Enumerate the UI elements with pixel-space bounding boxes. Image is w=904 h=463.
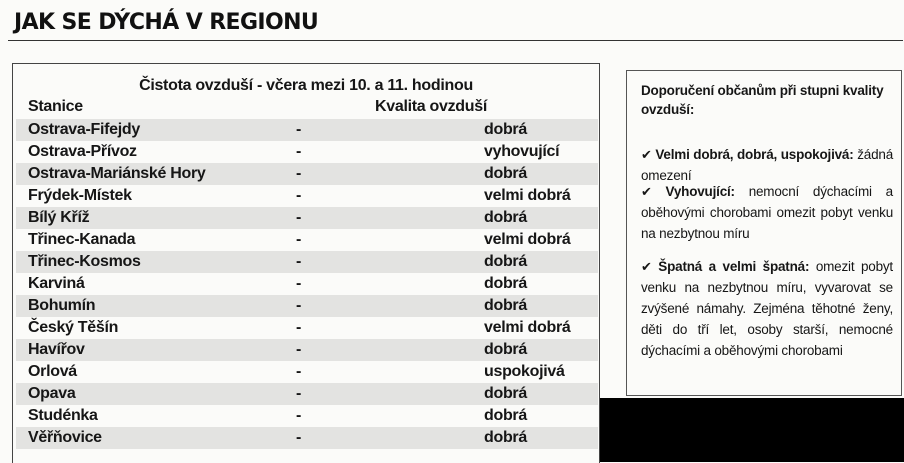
- row-dash: -: [296, 231, 302, 248]
- headline: JAK SE DÝCHÁ V REGIONU: [14, 10, 319, 35]
- station-name: Opava: [28, 385, 76, 402]
- station-name: Studénka: [28, 407, 98, 424]
- quality-value: dobrá: [484, 165, 527, 182]
- advice-item: [641, 144, 893, 186]
- table-row: [16, 229, 598, 251]
- station-name: Ostrava-Mariánské Hory: [28, 165, 206, 182]
- table-row: [16, 295, 598, 317]
- quality-value: uspokojivá: [484, 363, 565, 380]
- quality-value: velmi dobrá: [484, 319, 571, 336]
- table-row: [16, 185, 598, 207]
- quality-value: dobrá: [484, 253, 527, 270]
- row-dash: -: [296, 121, 302, 138]
- table-row: [16, 339, 598, 361]
- table-row: [16, 119, 598, 141]
- quality-value: velmi dobrá: [484, 187, 571, 204]
- quality-value: dobrá: [484, 121, 527, 138]
- quality-value: velmi dobrá: [484, 231, 571, 248]
- row-dash: -: [296, 319, 302, 336]
- table-caption: Čistota ovzduší - včera mezi 10. a 11. hodinou: [139, 77, 473, 94]
- table-body: [16, 119, 598, 449]
- table-row: [16, 251, 598, 273]
- quality-value: dobrá: [484, 297, 527, 314]
- table-row: [16, 207, 598, 229]
- advice-label: Špatná a velmi špatná:: [658, 259, 810, 274]
- station-name: Věřňovice: [28, 429, 102, 446]
- advice-title: Doporučení občanům při stupni kvality ovzduší:: [641, 83, 884, 117]
- table-row: [16, 405, 598, 427]
- row-dash: -: [296, 297, 302, 314]
- column-header-station: Stanice: [28, 98, 83, 115]
- check-icon: ✔: [641, 259, 652, 274]
- table-row: [16, 383, 598, 405]
- row-dash: -: [296, 209, 302, 226]
- row-dash: -: [296, 385, 302, 402]
- row-dash: -: [296, 341, 302, 358]
- table-row: [16, 163, 598, 185]
- station-name: Ostrava-Fifejdy: [28, 121, 140, 138]
- quality-value: dobrá: [484, 429, 527, 446]
- station-name: Český Těšín: [28, 319, 119, 336]
- advice-label: Velmi dobrá, dobrá, uspokojivá:: [655, 147, 854, 162]
- row-dash: -: [296, 165, 302, 182]
- check-icon: ✔: [641, 147, 652, 162]
- quality-value: dobrá: [484, 275, 527, 292]
- advice-text: žádná omezení: [641, 147, 894, 183]
- quality-value: vyhovující: [484, 143, 560, 160]
- advice-label: Vyhovující:: [665, 184, 735, 199]
- table-row: [16, 427, 598, 449]
- check-icon: ✔: [641, 184, 652, 199]
- quality-value: dobrá: [484, 385, 527, 402]
- black-block: [600, 398, 904, 462]
- row-dash: -: [296, 275, 302, 292]
- station-name: Bílý Kříž: [28, 209, 90, 226]
- station-name: Třinec-Kosmos: [28, 253, 141, 270]
- advice-item: [641, 181, 893, 244]
- quality-value: dobrá: [484, 407, 527, 424]
- station-name: Orlová: [28, 363, 77, 380]
- table-row: [16, 141, 598, 163]
- row-dash: -: [296, 407, 302, 424]
- quality-value: dobrá: [484, 209, 527, 226]
- quality-value: dobrá: [484, 341, 527, 358]
- station-name: Havířov: [28, 341, 85, 358]
- row-dash: -: [296, 429, 302, 446]
- advice-box: [626, 70, 902, 396]
- station-name: Frýdek-Místek: [28, 187, 132, 204]
- advice-text: nemocní dýchacími a oběhovými chorobami omezit pobyt venku na nezbytnou míru: [641, 184, 893, 241]
- table-row: [16, 273, 598, 295]
- row-dash: -: [296, 143, 302, 160]
- column-header-quality: Kvalita ovzduší: [375, 98, 487, 115]
- station-name: Karviná: [28, 275, 85, 292]
- station-name: Třinec-Kanada: [28, 231, 136, 248]
- row-dash: -: [296, 253, 302, 270]
- headline-rule: [8, 40, 903, 41]
- advice-item: [641, 256, 893, 361]
- table-row: [16, 361, 598, 383]
- advice-text: omezit pobyt venku na nezbytnou míru, vyvarovat se zvýšené námahy. Zejména těhotné ženy, děti do tří let, osoby starší, nemocné dýchacími a oběhovými chorobami: [641, 259, 893, 358]
- air-quality-table: [12, 63, 600, 463]
- row-dash: -: [296, 187, 302, 204]
- station-name: Ostrava-Přívoz: [28, 143, 137, 160]
- table-row: [16, 317, 598, 339]
- row-dash: -: [296, 363, 302, 380]
- station-name: Bohumín: [28, 297, 96, 314]
